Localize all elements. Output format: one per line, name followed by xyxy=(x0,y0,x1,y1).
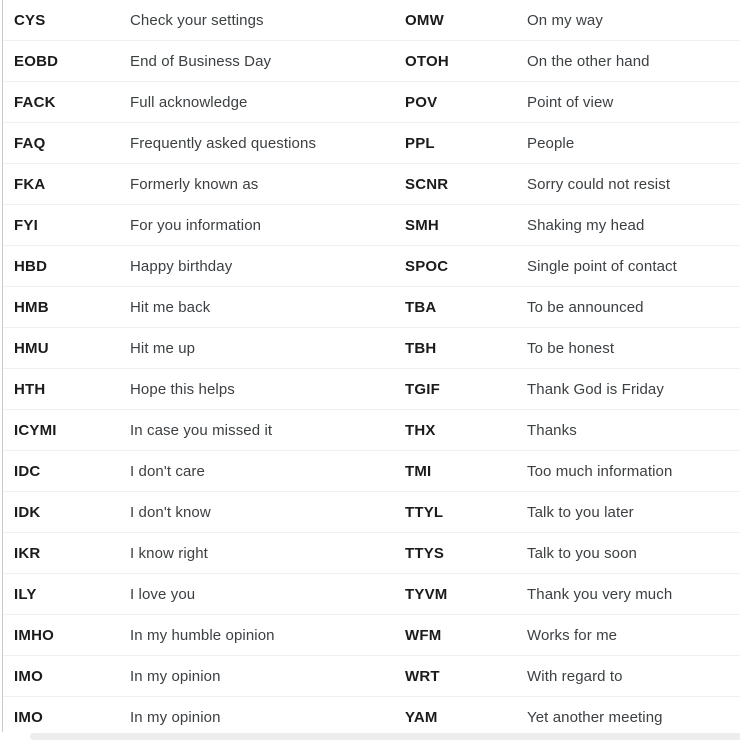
meaning-cell-right: Sorry could not resist xyxy=(527,175,671,193)
meaning-cell-right: Yet another meeting xyxy=(527,708,663,726)
meaning-cell-left: Hit me back xyxy=(130,298,211,316)
meaning-cell-left: Hit me up xyxy=(130,339,196,357)
meaning-cell-left: End of Business Day xyxy=(130,52,272,70)
abbr-cell-left: IKR xyxy=(14,544,41,562)
abbr-cell-left: IMO xyxy=(14,667,43,685)
table-row xyxy=(3,164,740,205)
meaning-cell-left: For you information xyxy=(130,216,262,234)
meaning-cell-left: Hope this helps xyxy=(130,380,235,398)
abbr-cell-right: THX xyxy=(405,421,436,439)
meaning-cell-left: Formerly known as xyxy=(130,175,259,193)
meaning-cell-left: I know right xyxy=(130,544,208,562)
table-row xyxy=(3,287,740,328)
table-row xyxy=(3,451,740,492)
meaning-cell-left: In my opinion xyxy=(130,708,221,726)
meaning-cell-right: People xyxy=(527,134,575,152)
abbr-cell-left: HMU xyxy=(14,339,49,357)
table-row xyxy=(3,0,740,41)
meaning-cell-right: Shaking my head xyxy=(527,216,645,234)
table-row xyxy=(3,41,740,82)
table-row xyxy=(3,656,740,697)
abbr-cell-right: SCNR xyxy=(405,175,449,193)
abbr-cell-left: FKA xyxy=(14,175,46,193)
abbr-cell-left: CYS xyxy=(14,11,46,29)
horizontal-scrollbar[interactable] xyxy=(0,732,740,741)
meaning-cell-right: Too much information xyxy=(527,462,673,480)
table-row xyxy=(3,533,740,574)
table-row xyxy=(3,574,740,615)
abbr-cell-right: TGIF xyxy=(405,380,440,398)
abbr-cell-left: FYI xyxy=(14,216,38,234)
abbr-cell-right: TBA xyxy=(405,298,437,316)
table-row xyxy=(3,410,740,451)
abbr-cell-right: YAM xyxy=(405,708,438,726)
meaning-cell-left: In my opinion xyxy=(130,667,221,685)
table-row xyxy=(3,205,740,246)
table-row xyxy=(3,492,740,533)
meaning-cell-right: Talk to you later xyxy=(527,503,634,521)
abbr-cell-left: FAQ xyxy=(14,134,46,152)
table-row xyxy=(3,328,740,369)
abbr-cell-right: TYVM xyxy=(405,585,448,603)
meaning-cell-right: Thank God is Friday xyxy=(527,380,664,398)
abbr-cell-left: HTH xyxy=(14,380,46,398)
meaning-cell-left: I love you xyxy=(130,585,196,603)
meaning-cell-right: On the other hand xyxy=(527,52,650,70)
meaning-cell-left: I don't know xyxy=(130,503,211,521)
meaning-cell-left: I don't care xyxy=(130,462,205,480)
abbr-cell-right: TTYL xyxy=(405,503,444,521)
table-row xyxy=(3,615,740,656)
meaning-cell-right: Thank you very much xyxy=(527,585,673,603)
meaning-cell-right: With regard to xyxy=(527,667,623,685)
table-body xyxy=(3,0,740,738)
meaning-cell-right: Point of view xyxy=(527,93,614,111)
meaning-cell-right: To be announced xyxy=(527,298,644,316)
abbr-cell-right: OTOH xyxy=(405,52,449,70)
table-row xyxy=(3,369,740,410)
meaning-cell-right: Single point of contact xyxy=(527,257,677,275)
meaning-cell-left: Full acknowledge xyxy=(130,93,248,111)
abbr-cell-left: ILY xyxy=(14,585,37,603)
meaning-cell-right: Talk to you soon xyxy=(527,544,637,562)
abbr-cell-left: ICYMI xyxy=(14,421,57,439)
abbr-cell-left: IDC xyxy=(14,462,41,480)
abbr-cell-left: EOBD xyxy=(14,52,59,70)
table-row xyxy=(3,82,740,123)
abbr-cell-right: SMH xyxy=(405,216,439,234)
meaning-cell-left: Check your settings xyxy=(130,11,264,29)
meaning-cell-right: Thanks xyxy=(527,421,577,439)
abbr-cell-right: TBH xyxy=(405,339,437,357)
horizontal-scrollbar-thumb[interactable] xyxy=(30,733,740,740)
abbr-cell-right: TMI xyxy=(405,462,432,480)
abbr-cell-right: POV xyxy=(405,93,438,111)
abbr-cell-right: OMW xyxy=(405,11,444,29)
abbr-cell-left: IMHO xyxy=(14,626,54,644)
table-row xyxy=(3,246,740,287)
meaning-cell-right: To be honest xyxy=(527,339,615,357)
abbr-cell-left: IDK xyxy=(14,503,41,521)
meaning-cell-left: Happy birthday xyxy=(130,257,233,275)
meaning-cell-right: On my way xyxy=(527,11,603,29)
abbr-cell-left: HBD xyxy=(14,257,48,275)
table-row xyxy=(3,123,740,164)
abbr-cell-left: FACK xyxy=(14,93,56,111)
abbr-cell-right: WFM xyxy=(405,626,442,644)
meaning-cell-left: Frequently asked questions xyxy=(130,134,317,152)
abbr-cell-right: WRT xyxy=(405,667,440,685)
abbr-cell-right: TTYS xyxy=(405,544,445,562)
abbr-cell-left: IMO xyxy=(14,708,43,726)
abbr-cell-left: HMB xyxy=(14,298,49,316)
abbr-cell-right: PPL xyxy=(405,134,435,152)
abbr-cell-right: SPOC xyxy=(405,257,449,275)
meaning-cell-left: In case you missed it xyxy=(130,421,273,439)
meaning-cell-right: Works for me xyxy=(527,626,618,644)
meaning-cell-left: In my humble opinion xyxy=(130,626,275,644)
